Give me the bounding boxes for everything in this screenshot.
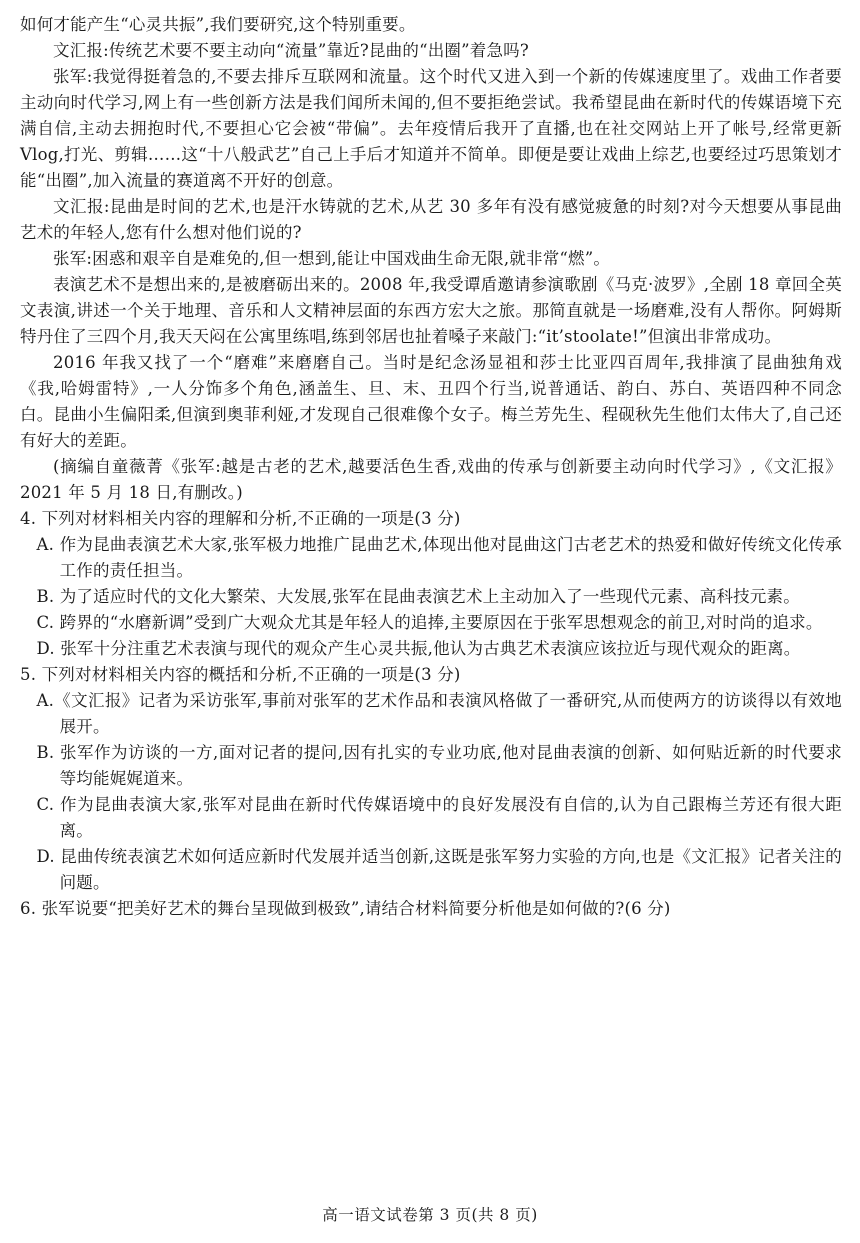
- option-b: B. 张军作为访谈的一方,面对记者的提问,因有扎实的专业功底,他对昆曲表演的创新、如何贴近新的时代要求等均能娓娓道来。: [36, 743, 842, 788]
- question-4: [20, 506, 842, 662]
- option-a: A.《文汇报》记者为采访张军,事前对张军的艺术作品和表演风格做了一番研究,从而使两方的访谈得以有效地展开。: [36, 691, 842, 736]
- page-footer: 高一语文试卷第 3 页(共 8 页): [322, 1206, 538, 1224]
- option-c: C. 跨界的“水磨新调”受到广大观众尤其是年轻人的追捧,主要原因在于张军思想观念的前卫,对时尚的追求。: [36, 613, 823, 632]
- source-citation: (摘编自童薇菁《张军:越是古老的艺术,越要活色生香,戏曲的传承与创新要主动向时代学习》,《文汇报》2021 年 5 月 18 日,有删改。): [20, 457, 842, 502]
- option-d: D. 张军十分注重艺术表演与现代的观众产生心灵共振,他认为古典艺术表演应该拉近与现代观众的距离。: [36, 639, 801, 658]
- reading-passage: [20, 12, 842, 922]
- question-stem: 6. 张军说要“把美好艺术的舞台呈现做到极致”,请结合材料简要分析他是如何做的?(6 分): [20, 899, 671, 918]
- passage-paragraph: 表演艺术不是想出来的,是被磨砺出来的。2008 年,我受谭盾邀请参演歌剧《马克·波罗》,全剧 18 章回全英文表演,讲述一个关于地理、音乐和人文精神层面的东西方宏大之旅。那简直就是一场磨难,没有人帮你。阿姆斯特丹住了三四个月,我天天闷在公寓里练唱,练到邻居也扯着嗓子来敲门:“it’stoolate!”但演出非常成功。: [20, 275, 842, 346]
- passage-paragraph: 张军:我觉得挺着急的,不要去排斥互联网和流量。这个时代又进入到一个新的传媒速度里了。戏曲工作者要主动向时代学习,网上有一些创新方法是我们闻所未闻的,但不要拒绝尝试。我希望昆曲在新时代的传媒语境下充满自信,主动去拥抱时代,不要担心它会被“带偏”。去年疫情后我开了直播,也在社交网站上开了帐号,经常更新 Vlog,打光、剪辑……这“十八般武艺”自己上手后才知道并不简单。即便是要让戏曲上综艺,也要经过巧思策划才能“出圈”,加入流量的赛道离不开好的创意。: [20, 67, 842, 190]
- passage-paragraph: 文汇报:昆曲是时间的艺术,也是汗水铸就的艺术,从艺 30 多年有没有感觉疲惫的时刻?对今天想要从事昆曲艺术的年轻人,您有什么想对他们说的?: [20, 197, 842, 242]
- passage-paragraph: 文汇报:传统艺术要不要主动向“流量”靠近?昆曲的“出圈”着急吗?: [53, 41, 529, 60]
- option-a: A. 作为昆曲表演艺术大家,张军极力地推广昆曲艺术,体现出他对昆曲这门古老艺术的热爱和做好传统文化传承工作的责任担当。: [36, 535, 842, 580]
- question-5: [20, 662, 842, 896]
- option-b: B. 为了适应时代的文化大繁荣、大发展,张军在昆曲表演艺术上主动加入了一些现代元素、高科技元素。: [36, 587, 800, 606]
- question-stem: 5. 下列对材料相关内容的概括和分析,不正确的一项是(3 分): [20, 665, 461, 684]
- option-d: D. 昆曲传统表演艺术如何适应新时代发展并适当创新,这既是张军努力实验的方向,也是《文汇报》记者关注的问题。: [36, 847, 842, 892]
- question-6: [20, 896, 842, 922]
- passage-paragraph: 2016 年我又找了一个“磨难”来磨磨自己。当时是纪念汤显祖和莎士比亚四百周年,我排演了昆曲独角戏《我,哈姆雷特》,一人分饰多个角色,涵盖生、旦、末、丑四个行当,说普通话、韵白、苏白、英语四种不同念白。昆曲小生偏阳柔,但演到奥菲利娅,才发现自己很难像个女子。梅兰芳先生、程砚秋先生他们太伟大了,自己还有好大的差距。: [20, 353, 842, 450]
- passage-paragraph: 张军:困惑和艰辛自是难免的,但一想到,能让中国戏曲生命无限,就非常“燃”。: [53, 249, 611, 268]
- question-stem: 4. 下列对材料相关内容的理解和分析,不正确的一项是(3 分): [20, 509, 461, 528]
- passage-paragraph: 如何才能产生“心灵共振”,我们要研究,这个特别重要。: [20, 15, 416, 34]
- option-c: C. 作为昆曲表演大家,张军对昆曲在新时代传媒语境中的良好发展没有自信的,认为自己跟梅兰芳还有很大距离。: [36, 795, 842, 840]
